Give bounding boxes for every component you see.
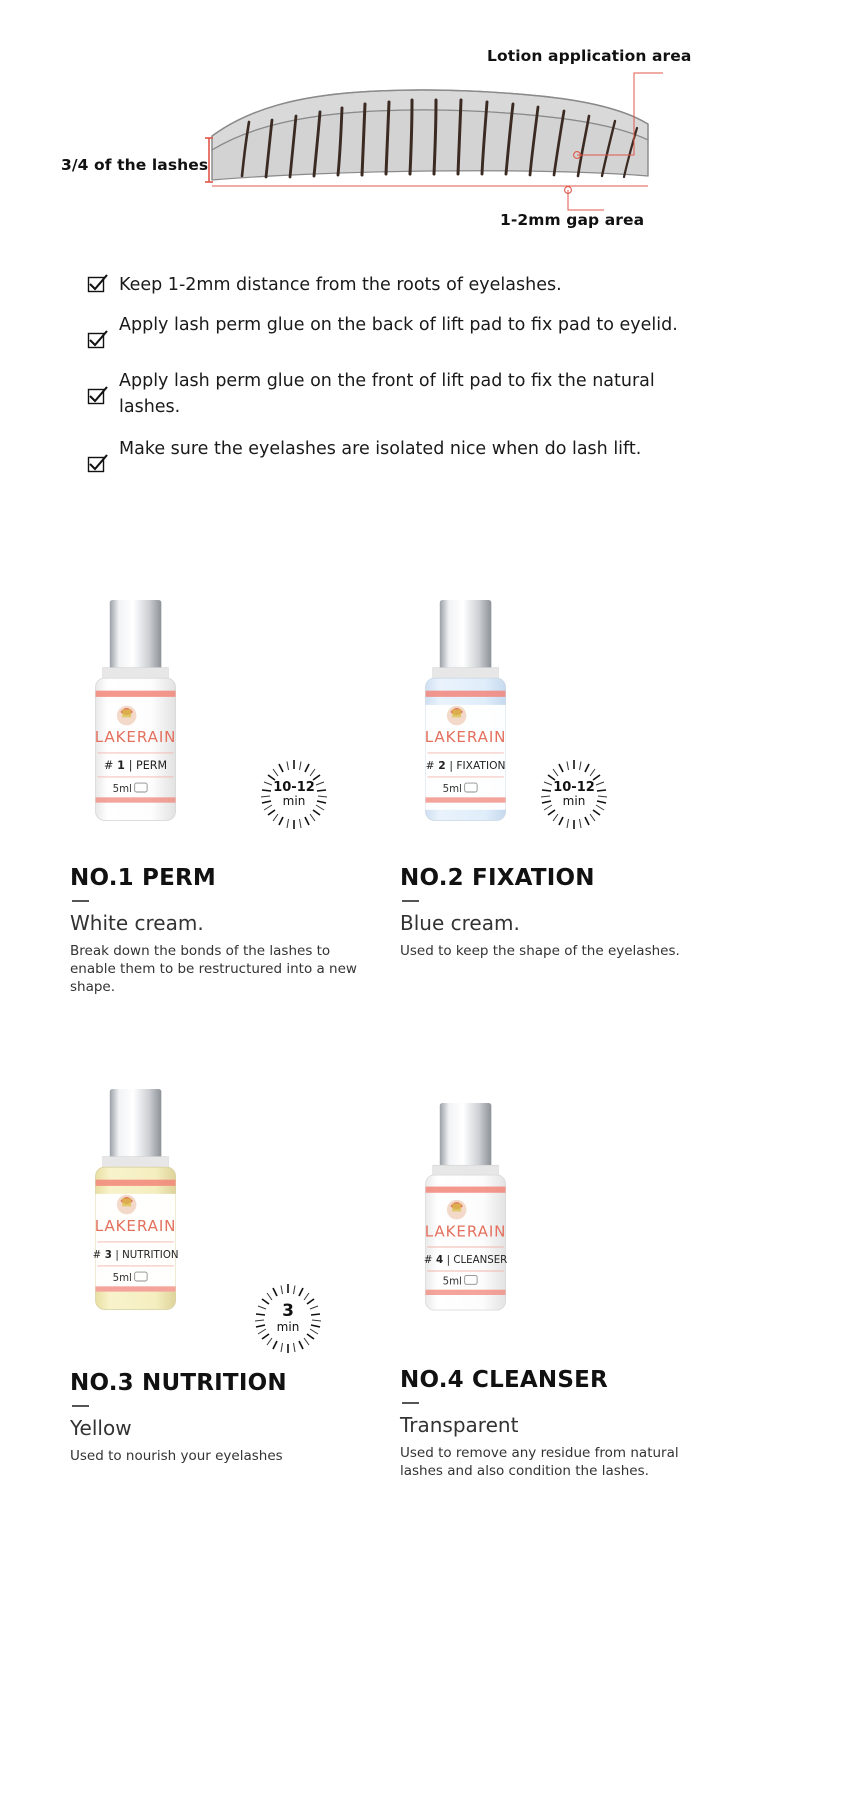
timer-text-nutrition <box>252 1282 324 1354</box>
svg-text:5ml: 5ml <box>112 784 132 795</box>
instruction-checklist <box>86 272 706 492</box>
divider <box>402 1402 419 1404</box>
timer-text-perm <box>258 758 330 830</box>
label-three-quarter-lashes: 3/4 of the lashes <box>61 156 209 174</box>
product-subtitle: Transparent <box>400 1413 519 1437</box>
checklist-text: Keep 1-2mm distance from the roots of eyelashes. <box>119 275 562 295</box>
product-title: NO.1 PERM <box>70 865 217 891</box>
product-subtitle: White cream. <box>70 911 204 935</box>
label-gap-area: 1-2mm gap area <box>500 211 645 229</box>
product-title: NO.2 FIXATION <box>400 865 595 891</box>
diagram-svg <box>0 0 851 250</box>
svg-text:5ml: 5ml <box>442 1276 462 1288</box>
product-title: NO.3 NUTRITION <box>70 1370 287 1396</box>
svg-text:# 4 | CLEANSER: # 4 | CLEANSER <box>423 1255 508 1266</box>
product-description: Break down the bonds of the lashes to enable them to be restructured into a new shape. <box>70 943 357 995</box>
svg-text:# 3 | NUTRITION: # 3 | NUTRITION <box>92 1249 179 1261</box>
divider <box>72 900 89 902</box>
divider <box>72 1405 89 1407</box>
product-title: NO.4 CLEANSER <box>400 1367 608 1393</box>
product-card-nutrition <box>68 1054 398 1480</box>
product-card-perm <box>68 565 398 996</box>
bottle-image-fixation <box>406 575 526 865</box>
timer-unit: min <box>282 793 306 808</box>
svg-text:LAKERAIN: LAKERAIN <box>424 728 507 747</box>
bottle-area <box>398 565 728 865</box>
product-description: Used to keep the shape of the eyelashes. <box>400 943 680 959</box>
bottle-area <box>398 1054 728 1354</box>
svg-text:# 1 | PERM: # 1 | PERM <box>104 758 168 772</box>
bottle-area <box>68 565 398 865</box>
checkbox-checked-icon <box>86 330 108 352</box>
product-row <box>0 565 851 996</box>
timer-text-fixation <box>538 758 610 830</box>
label-lotion-application-area: Lotion application area <box>487 47 692 65</box>
checklist-text: Apply lash perm glue on the back of lift pad to fix pad to eyelid. <box>119 315 678 335</box>
product-description: Used to nourish your eyelashes <box>70 1448 283 1464</box>
checklist-text: Make sure the eyelashes are isolated nice when do lash lift. <box>119 439 642 459</box>
checkbox-checked-icon <box>86 386 108 408</box>
svg-text:5ml: 5ml <box>442 784 462 795</box>
product-card-cleanser <box>398 1054 728 1480</box>
product-description: Used to remove any residue from natural lashes and also condition the lashes. <box>400 1445 679 1479</box>
bottle-area <box>68 1054 398 1354</box>
bottle-image-nutrition <box>76 1064 196 1354</box>
bottle-image-perm <box>76 575 196 865</box>
svg-text:LAKERAIN: LAKERAIN <box>424 1222 507 1241</box>
svg-text:LAKERAIN: LAKERAIN <box>94 1217 177 1236</box>
timer-value: 10-12 <box>553 779 595 795</box>
svg-text:LAKERAIN: LAKERAIN <box>94 728 177 747</box>
bottle-image-cleanser <box>406 1078 526 1368</box>
checklist-text: Apply lash perm glue on the front of lift pad to fix the natural lashes. <box>119 371 655 417</box>
product-subtitle: Blue cream. <box>400 911 520 935</box>
list-item <box>86 436 706 476</box>
product-grid <box>0 565 851 1480</box>
checkbox-checked-icon <box>86 274 108 296</box>
timer-unit: min <box>276 1319 300 1334</box>
checkbox-checked-icon <box>86 454 108 476</box>
divider <box>402 900 419 902</box>
list-item <box>86 368 706 420</box>
leader-gap <box>568 190 604 210</box>
product-subtitle: Yellow <box>70 1416 132 1440</box>
list-item <box>86 312 706 352</box>
product-card-fixation <box>398 565 728 996</box>
timer-unit: min <box>562 793 586 808</box>
timer-value: 10-12 <box>273 779 315 795</box>
lash-pad-diagram <box>0 0 851 250</box>
svg-text:# 2 | FIXATION: # 2 | FIXATION <box>425 758 506 772</box>
product-row <box>0 1054 851 1480</box>
list-item <box>86 272 706 298</box>
svg-text:5ml: 5ml <box>112 1273 132 1284</box>
timer-value: 3 <box>282 1300 294 1321</box>
